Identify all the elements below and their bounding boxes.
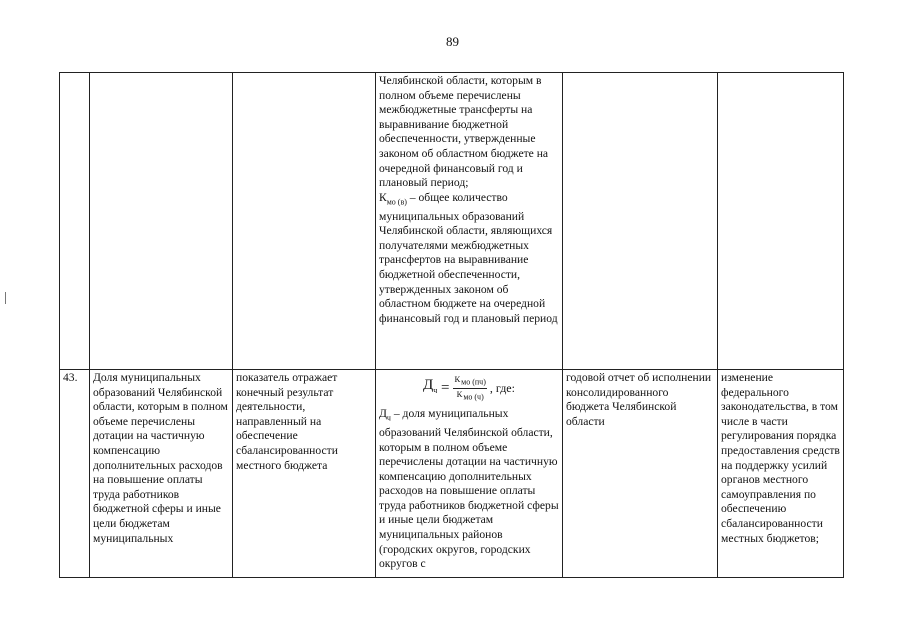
cell-indicator-empty bbox=[90, 73, 233, 370]
k-symbol: К bbox=[379, 190, 387, 204]
formula bbox=[379, 373, 559, 403]
indicators-table bbox=[59, 72, 844, 578]
cell-number-empty bbox=[60, 73, 90, 370]
formula-explanation-text: Челябинской области, которым в полном объеме перечислены межбюджетные трансферты на выравнивание бюджетной обеспеченности, утвержденные законом об областном бюджете на очередной финансовый год и плановый период; bbox=[379, 74, 549, 190]
cell-formula-continued bbox=[376, 73, 563, 370]
cell-source-empty bbox=[563, 73, 718, 370]
cell-meaning-empty bbox=[233, 73, 376, 370]
formula-numerator: К bbox=[454, 373, 461, 384]
influencing-factors: изменение федерального законодательства, в том числе в части регулирования порядка предоставления средств на поддержку усилий органов местного самоуправления по обеспечению сбалансированности местных бюджетов; bbox=[718, 370, 844, 578]
table-row-43 bbox=[60, 370, 844, 578]
formula-denominator-subscript: мо (ч) bbox=[463, 392, 484, 402]
data-source: годовой отчет об исполнении консолидированного бюджета Челябинской области bbox=[563, 370, 718, 578]
row-number: 43. bbox=[60, 370, 90, 578]
formula-tail: , где: bbox=[489, 380, 515, 395]
d-definition: – доля муниципальных образований Челябинской области, которым в полном объеме перечислены дотации на частичную компенсацию дополнительных расходов на повышение оплаты труда работников бюджетной сферы и иные цели бюджетам муниципальных районов (городских округов, городских округов с bbox=[379, 407, 559, 571]
cell-formula bbox=[376, 370, 563, 578]
table-row-continued bbox=[60, 73, 844, 370]
formula-equals: = bbox=[437, 379, 450, 396]
scan-margin-mark bbox=[5, 292, 6, 304]
formula-lhs-subscript: ч bbox=[433, 385, 438, 395]
d-subscript: ч bbox=[386, 413, 391, 423]
d-symbol: Д bbox=[379, 407, 387, 420]
indicator-meaning: показатель отражает конечный результат деятельности, направленный на обеспечение сбалансированности местного бюджета bbox=[233, 370, 376, 578]
page-number: 89 bbox=[446, 34, 459, 49]
formula-denominator: К bbox=[456, 388, 463, 399]
formula-lhs: Д bbox=[423, 376, 434, 393]
indicator-name: Доля муниципальных образований Челябинской области, которым в полном объеме перечислены дотации на частичную компенсацию дополнительных расходов на повышение оплаты труда работников бюджетной сферы и иные цели бюджетам муниципальных bbox=[90, 370, 233, 578]
cell-factors-empty bbox=[718, 73, 844, 370]
formula-numerator-subscript: мо (пч) bbox=[461, 377, 486, 387]
k-subscript: мо (в) bbox=[386, 197, 407, 207]
formula-fraction bbox=[453, 374, 487, 402]
k-definition: – общее количество муниципальных образований Челябинской области, являющихся получателями межбюджетных трансфертов на выравнивание бюджетной обеспеченности, утвержденных законом об областном бюджете на очередной финансовый год и плановый период bbox=[379, 190, 558, 325]
